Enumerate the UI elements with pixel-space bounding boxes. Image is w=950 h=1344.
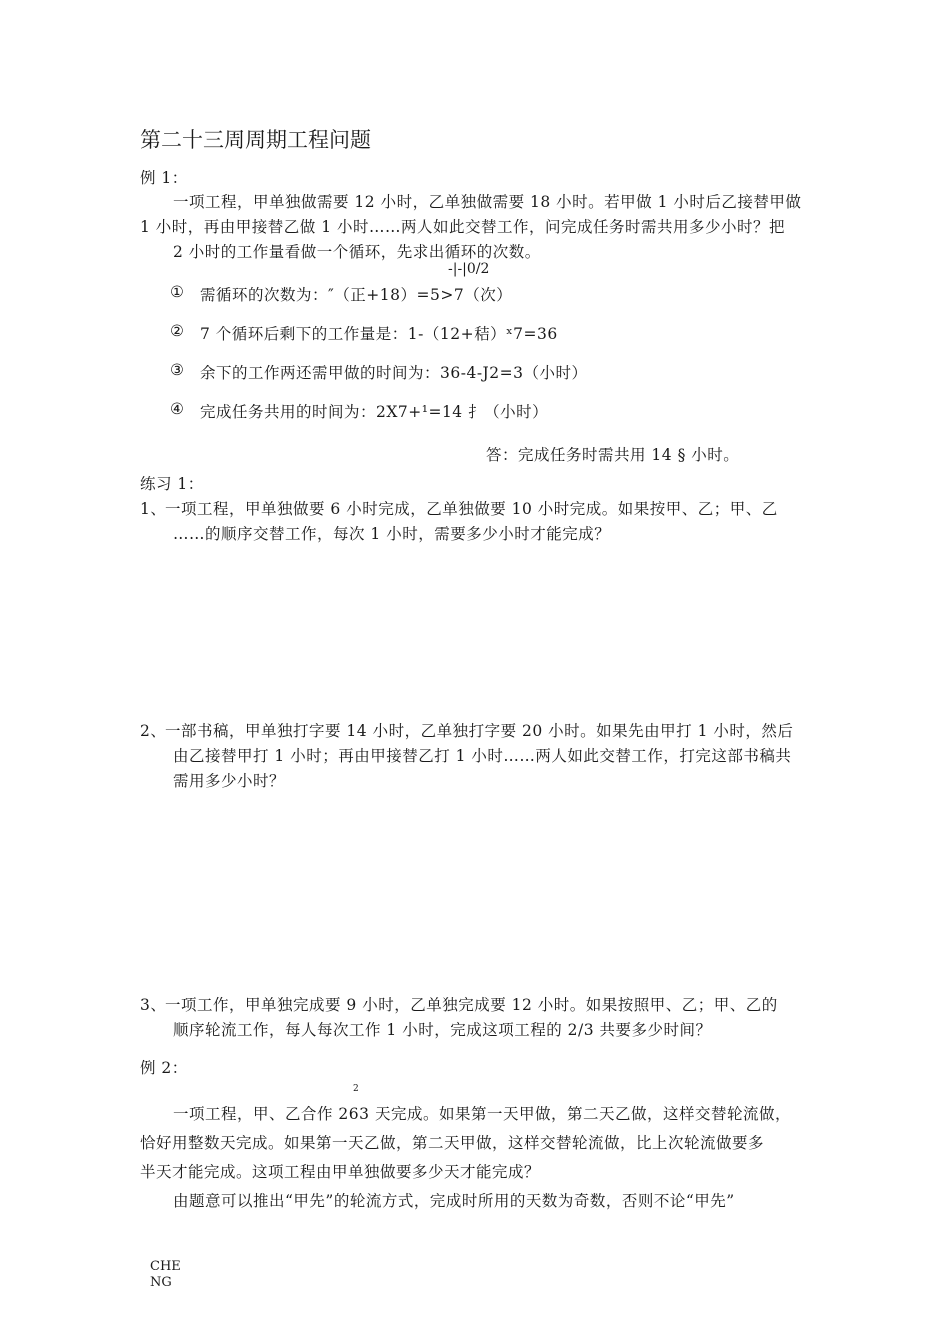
example-2-line-4: 由题意可以推出“甲先”的轮流方式，完成时所用的天数为奇数，否则不论“甲先” (173, 1192, 735, 1210)
question-1-line-1: 一项工程，甲单独做要 6 小时完成，乙单独做要 10 小时完成。如果按甲、乙；甲、乙 (165, 500, 778, 518)
page-title: 第二十三周周期工程问题 (140, 128, 371, 152)
step-1-mark: ① (170, 283, 185, 301)
question-2-line-3: 需用多少小时？ (173, 772, 286, 790)
example-2-line-2: 恰好用整数天完成。如果第一天乙做，第二天甲做，这样交替轮流做，比上次轮流做要多 (140, 1134, 765, 1152)
question-1-line-2: ……的顺序交替工作，每次 1 小时，需要多少小时才能完成？ (173, 525, 611, 543)
step-1-text: 需循环的次数为：″（正+18）=5>7（次） (200, 286, 513, 304)
example-1-label: 例 1： (140, 169, 188, 187)
example-2-label: 例 2： (140, 1059, 188, 1077)
question-3-line-2: 顺序轮流工作，每人每次工作 1 小时，完成这项工程的 2/3 共要多少时间？ (173, 1021, 712, 1039)
example-1-problem-line-3: 2 小时的工作量看做一个循环，先求出循环的次数。 (173, 243, 541, 261)
fraction-note: -|-|0/2 (448, 261, 490, 277)
step-3-mark: ③ (170, 361, 185, 379)
question-1-number: 1、 (140, 500, 167, 518)
question-2-line-2: 由乙接替甲打 1 小时；再由甲接替乙打 1 小时……两人如此交替工作，打完这部书稿共 (173, 747, 792, 765)
step-3-text: 余下的工作两还需甲做的时间为：36-4-J2=3（小时） (200, 364, 588, 382)
question-3-line-1: 一项工作，甲单独完成要 9 小时，乙单独完成要 12 小时。如果按照甲、乙；甲、乙的 (165, 996, 778, 1014)
question-2-number: 2、 (140, 722, 167, 740)
step-2-mark: ② (170, 322, 185, 340)
step-2-text: 7 个循环后剩下的工作量是：1-（12+秸）ˣ7=36 (200, 325, 558, 343)
example-2-line-3: 半天才能完成。这项工程由甲单独做要多少天才能完成？ (140, 1163, 541, 1181)
practice-1-label: 练习 1： (140, 475, 204, 493)
step-4-mark: ④ (170, 400, 185, 418)
question-2-line-1: 一部书稿，甲单独打字要 14 小时，乙单独打字要 20 小时。如果先由甲打 1 小时，然后 (165, 722, 794, 740)
question-3-number: 3、 (140, 996, 167, 1014)
step-4-text: 完成任务共用的时间为：2X7+¹=14 扌（小时） (200, 403, 549, 421)
example-2-line-1: 一项工程，甲、乙合作 263 天完成。如果第一天甲做，第二天乙做，这样交替轮流做， (173, 1105, 791, 1123)
example-1-answer: 答：完成任务时需共用 14 § 小时。 (486, 446, 740, 464)
footer-text: CHENG (150, 1259, 181, 1290)
example-1-problem-line-1: 一项工程，甲单独做需要 12 小时，乙单独做需要 18 小时。若甲做 1 小时后乙接替甲做 (173, 193, 802, 211)
example-2-superscript: 2 (353, 1084, 359, 1094)
example-1-problem-line-2: 1 小时，再由甲接替乙做 1 小时……两人如此交替工作，问完成任务时需共用多少小时？把 (140, 218, 786, 236)
